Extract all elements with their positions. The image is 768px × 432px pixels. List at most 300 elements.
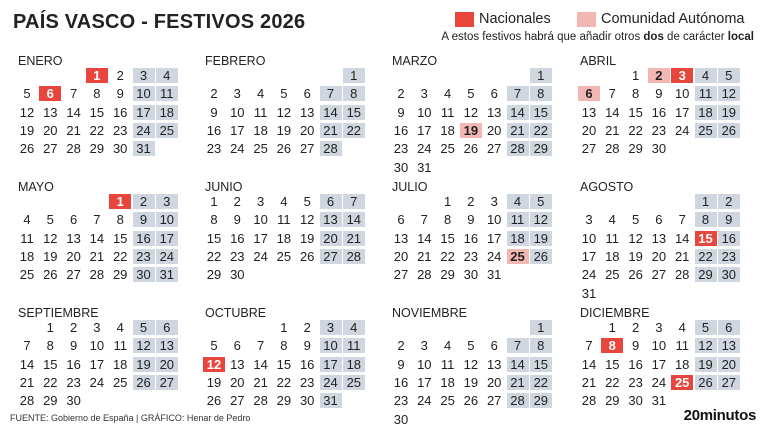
day-cell: 22 [530,123,552,138]
day-cell: 14 [507,357,529,372]
day-cell: 22 [206,248,222,264]
day-cell: 14 [581,356,597,372]
day-cell: 15 [695,231,717,246]
day-cell: 28 [19,393,35,409]
day-cell: 6 [718,320,740,335]
day-cell: 18 [276,230,292,246]
day-cell: 15 [530,105,552,120]
day-cell: 18 [253,122,268,138]
day-cell: 25 [440,141,455,157]
day-cell: 9 [133,212,155,227]
day-cell: 8 [210,212,218,228]
day-cell: 24 [253,248,268,264]
day-cell: 11 [343,338,365,353]
day-cell: 3 [671,68,693,83]
day-cell: 25 [112,374,128,390]
day-cell: 6 [233,338,241,354]
day-cell: 30 [66,393,81,409]
day-cell: 1 [86,68,108,83]
month-name: DICIEMBRE [580,306,650,320]
day-cell: 30 [230,267,245,283]
month-name: ABRIL [580,54,617,68]
month-name: JULIO [392,180,428,194]
day-cell: 22 [276,374,292,390]
day-cell: 22 [43,374,58,390]
day-cell: 5 [467,86,475,102]
day-cell: 3 [320,320,342,335]
day-cell: 3 [133,68,155,83]
day-cell: 12 [203,357,225,372]
day-cell: 12 [530,212,552,227]
day-cell: 27 [299,141,315,157]
day-cell: 22 [530,375,552,390]
subtitle [441,31,754,43]
day-cell: 3 [420,338,428,354]
day-cell: 29 [628,141,643,157]
day-cell: 26 [206,393,222,409]
day-cell: 4 [156,68,178,83]
day-cell: 28 [507,393,529,408]
day-cell: 12 [463,356,479,372]
day-cell: 30 [463,267,479,283]
day-cell: 7 [678,212,686,228]
day-cell: 5 [718,68,740,83]
month-name: SEPTIEMBRE [18,306,99,320]
day-cell: 1 [343,68,365,83]
day-cell: 21 [19,374,35,390]
month-name: FEBRERO [205,54,266,68]
day-cell: 18 [19,248,35,264]
day-cell: 15 [43,356,58,372]
day-cell: 21 [89,248,105,264]
day-cell: 23 [628,374,643,390]
day-cell: 12 [628,230,643,246]
day-cell: 4 [678,320,686,335]
day-cell: 17 [486,230,502,246]
day-cell: 12 [695,338,717,353]
day-cell: 27 [486,141,502,157]
day-cell: 23 [718,249,740,264]
day-cell: 14 [66,104,81,120]
day-cell: 22 [605,374,620,390]
day-cell: 5 [695,320,717,335]
day-cell: 26 [133,375,155,390]
day-cell: 1 [210,194,218,209]
day-cell: 20 [486,122,502,138]
day-cell: 15 [343,105,365,120]
day-cell: 8 [695,212,717,227]
day-cell: 20 [486,374,502,390]
day-cell: 26 [463,141,479,157]
source-credit: FUENTE: Gobierno de España | GRÁFICO: Henar de Pedro [10,413,251,423]
day-cell: 20 [230,374,245,390]
day-cell: 17 [651,356,667,372]
day-cell: 13 [393,230,409,246]
day-cell: 27 [156,375,178,390]
day-cell: 1 [608,320,616,335]
day-cell: 4 [695,68,717,83]
day-cell: 30 [299,393,315,409]
day-cell: 10 [486,212,502,228]
day-cell: 19 [276,122,292,138]
day-cell: 19 [718,105,740,120]
day-cell: 15 [440,230,455,246]
day-cell: 8 [443,212,452,228]
day-cell: 10 [651,338,667,354]
day-cell: 19 [19,122,35,138]
day-cell: 20 [66,248,81,264]
month-name: MARZO [392,54,438,68]
day-cell: 27 [320,249,342,264]
day-cell: 6 [303,86,311,102]
day-cell: 19 [460,123,482,138]
month-name: OCTUBRE [205,306,267,320]
day-cell: 12 [276,104,292,120]
day-cell: 21 [507,375,529,390]
day-cell: 2 [116,68,124,83]
day-cell: 3 [420,86,428,102]
day-cell: 28 [343,249,365,264]
day-cell: 5 [631,212,640,228]
day-cell: 6 [156,320,178,335]
day-cell: 7 [256,338,265,354]
day-cell: 20 [718,357,740,372]
day-cell: 18 [605,248,620,264]
day-cell: 4 [443,338,452,354]
month-name: JUNIO [205,180,243,194]
day-cell: 13 [299,104,315,120]
day-cell: 9 [233,212,241,228]
day-cell: 23 [651,122,667,138]
day-cell: 18 [156,105,178,120]
day-cell: 27 [651,267,667,283]
day-cell: 24 [230,141,245,157]
day-cell: 5 [210,338,218,354]
day-cell: 9 [655,86,663,102]
day-cell: 24 [674,122,690,138]
day-cell: 20 [320,231,342,246]
day-cell: 21 [66,122,81,138]
day-cell: 23 [393,393,409,409]
day-cell: 29 [206,267,222,283]
day-cell: 11 [253,104,268,120]
day-cell: 15 [112,230,128,246]
day-cell: 12 [463,104,479,120]
day-cell: 18 [674,356,690,372]
day-cell: 16 [230,230,245,246]
day-cell: 11 [277,212,291,228]
day-cell: 29 [695,267,717,282]
day-cell: 11 [675,338,689,354]
day-cell: 3 [93,320,101,335]
day-cell: 31 [156,267,178,282]
day-cell: 12 [43,230,58,246]
day-cell: 17 [253,230,268,246]
day-cell: 23 [463,248,479,264]
day-cell: 4 [608,212,616,228]
day-cell: 6 [490,86,498,102]
day-cell: 27 [230,393,245,409]
day-cell: 15 [206,230,222,246]
day-cell: 9 [397,104,405,120]
page-title: PAÍS VASCO - FESTIVOS 2026 [13,11,306,33]
day-cell: 2 [718,194,740,209]
day-cell: 25 [19,267,35,283]
day-cell: 20 [156,357,178,372]
day-cell: 15 [89,104,105,120]
day-cell: 30 [651,141,667,157]
day-cell: 17 [133,105,155,120]
brand-logo: 20minutos [683,407,756,424]
day-cell: 19 [463,374,479,390]
day-cell: 10 [417,104,432,120]
day-cell: 29 [530,393,552,408]
day-cell: 15 [605,356,620,372]
day-cell: 7 [69,86,78,102]
day-cell: 3 [655,320,663,335]
day-cell: 28 [674,267,690,283]
day-cell: 29 [43,393,58,409]
day-cell: 22 [343,123,365,138]
day-cell: 1 [280,320,288,335]
day-cell: 23 [299,374,315,390]
day-cell: 6 [490,338,498,354]
legend-nacionales [455,10,551,28]
day-cell: 28 [253,393,268,409]
day-cell: 13 [320,212,342,227]
day-cell: 16 [66,356,81,372]
day-cell: 24 [486,248,502,264]
day-cell: 13 [230,356,245,372]
day-cell: 8 [631,86,640,102]
day-cell: 2 [397,338,405,354]
day-cell: 28 [89,267,105,283]
day-cell: 4 [507,194,529,209]
day-cell: 24 [581,267,597,283]
subtitle-bold-dos: dos [643,31,664,43]
day-cell: 3 [490,194,498,209]
day-cell: 21 [343,231,365,246]
day-cell: 8 [530,86,552,101]
day-cell: 4 [443,86,452,102]
day-cell: 27 [718,375,740,390]
day-cell: 15 [276,356,292,372]
day-cell: 24 [133,123,155,138]
day-cell: 7 [585,338,593,354]
day-cell: 17 [156,231,178,246]
day-cell: 21 [581,374,597,390]
day-cell: 14 [89,230,105,246]
day-cell: 27 [393,267,409,283]
day-cell: 1 [530,68,552,83]
day-cell: 24 [320,375,342,390]
day-cell: 19 [695,357,717,372]
day-cell: 29 [112,267,128,283]
day-cell: 30 [112,141,128,157]
day-cell: 30 [718,267,740,282]
day-cell: 12 [133,338,155,353]
day-cell: 16 [133,231,155,246]
month-name: AGOSTO [580,180,634,194]
day-cell: 16 [112,104,128,120]
day-cell: 2 [303,320,311,335]
day-cell: 20 [581,122,597,138]
day-cell: 1 [631,68,640,83]
day-cell: 7 [23,338,31,354]
day-cell: 17 [417,122,432,138]
day-cell: 25 [440,393,455,409]
day-cell: 29 [440,267,455,283]
day-cell: 16 [463,230,479,246]
day-cell: 14 [674,230,690,246]
day-cell: 12 [299,212,315,228]
day-cell: 17 [417,374,432,390]
day-cell: 26 [695,375,717,390]
day-cell: 4 [116,320,124,335]
day-cell: 20 [43,122,58,138]
legend-label-comunidad: Comunidad Autónoma [601,11,745,27]
day-cell: 17 [674,104,690,120]
day-cell: 2 [133,194,155,209]
day-cell: 10 [320,338,342,353]
day-cell: 2 [69,320,78,335]
day-cell: 30 [133,267,155,282]
day-cell: 13 [651,230,667,246]
day-cell: 11 [507,212,529,227]
day-cell: 8 [343,86,365,101]
day-cell: 25 [695,123,717,138]
day-cell: 18 [440,122,455,138]
day-cell: 9 [116,86,124,102]
day-cell: 16 [628,356,643,372]
day-cell: 10 [230,104,245,120]
day-cell: 23 [133,249,155,264]
day-cell: 28 [507,141,529,156]
day-cell: 21 [320,123,342,138]
day-cell: 2 [648,68,670,83]
day-cell: 2 [467,194,475,209]
day-cell: 9 [467,212,475,228]
day-cell: 21 [417,248,432,264]
day-cell: 5 [303,194,311,209]
day-cell: 13 [486,356,502,372]
day-cell: 5 [23,86,31,102]
day-cell: 9 [631,338,640,354]
day-cell: 9 [210,104,218,120]
day-cell: 31 [651,393,667,409]
day-cell: 28 [66,141,81,157]
day-cell: 5 [46,212,54,228]
day-cell: 26 [628,267,643,283]
legend-swatch-comunidad [577,12,596,27]
day-cell: 11 [440,356,455,372]
day-cell: 14 [507,105,529,120]
legend-comunidad [577,10,745,28]
day-cell: 14 [253,356,268,372]
day-cell: 1 [109,194,131,209]
month-name: NOVIEMBRE [392,306,468,320]
day-cell: 8 [601,338,623,353]
day-cell: 31 [320,393,342,408]
day-cell: 18 [695,105,717,120]
day-cell: 17 [89,356,105,372]
day-cell: 28 [605,141,620,157]
day-cell: 31 [581,285,597,301]
day-cell: 7 [507,86,529,101]
day-cell: 25 [507,249,529,264]
day-cell: 21 [507,123,529,138]
day-cell: 9 [397,356,405,372]
day-cell: 16 [393,374,409,390]
day-cell: 10 [253,212,268,228]
day-cell: 31 [417,159,432,175]
day-cell: 4 [23,212,31,228]
day-cell: 22 [628,122,643,138]
day-cell: 27 [486,393,502,409]
day-cell: 19 [299,230,315,246]
day-cell: 22 [695,249,717,264]
day-cell: 10 [89,338,105,354]
day-cell: 18 [112,356,128,372]
day-cell: 11 [695,86,717,101]
day-cell: 9 [303,338,311,354]
day-cell: 4 [280,194,288,209]
day-cell: 19 [628,248,643,264]
day-cell: 20 [651,248,667,264]
day-cell: 7 [507,338,529,353]
day-cell: 25 [253,141,268,157]
day-cell: 14 [320,105,342,120]
day-cell: 16 [393,122,409,138]
day-cell: 24 [156,249,178,264]
day-cell: 16 [299,356,315,372]
day-cell: 11 [113,338,127,354]
day-cell: 6 [69,212,78,228]
day-cell: 13 [43,104,58,120]
day-cell: 14 [343,212,365,227]
day-cell: 1 [443,194,452,209]
day-cell: 31 [486,267,502,283]
day-cell: 19 [530,231,552,246]
day-cell: 2 [233,194,241,209]
day-cell: 27 [581,141,597,157]
day-cell: 25 [156,123,178,138]
day-cell: 7 [343,194,365,209]
day-cell: 12 [718,86,740,101]
day-cell: 11 [20,230,34,246]
day-cell: 4 [343,320,365,335]
day-cell: 11 [440,104,455,120]
day-cell: 5 [467,338,475,354]
day-cell: 12 [19,104,35,120]
day-cell: 23 [230,248,245,264]
day-cell: 16 [206,122,222,138]
day-cell: 10 [156,212,178,227]
day-cell: 8 [280,338,288,354]
day-cell: 2 [631,320,640,335]
day-cell: 13 [486,104,502,120]
day-cell: 8 [46,338,54,354]
day-cell: 3 [256,194,265,209]
day-cell: 6 [397,212,405,228]
day-cell: 3 [233,86,241,102]
day-cell: 26 [43,267,58,283]
day-cell: 23 [112,122,128,138]
legend-label-nacionales: Nacionales [479,11,551,27]
day-cell: 11 [156,86,178,101]
day-cell: 26 [463,393,479,409]
day-cell: 3 [585,212,593,228]
